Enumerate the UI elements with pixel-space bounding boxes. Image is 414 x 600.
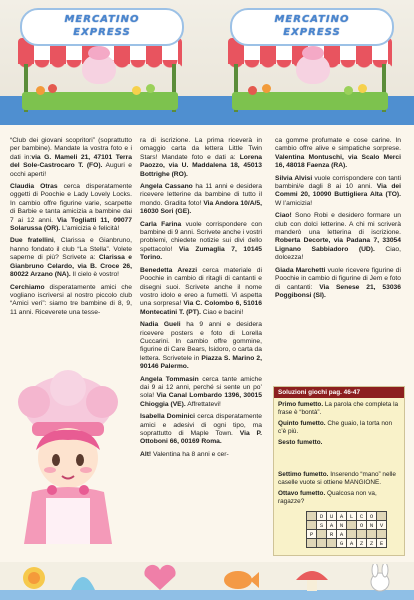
crossword-cell: A	[347, 539, 357, 548]
column-1	[10, 137, 132, 321]
crossword-cell: Z	[367, 539, 377, 548]
crossword-grid	[306, 511, 390, 551]
crossword-cell	[307, 512, 317, 521]
sign-title-line1: MERCATINO	[64, 14, 140, 25]
crossword-cell: L	[347, 512, 357, 521]
crossword-cell: A	[327, 521, 337, 530]
crossword-cell: G	[337, 539, 347, 548]
ad-paragraph: Giada Marchetti vuole ricevere figurine di Poochie in cambio di figurine di Jem e foto di cantanti: Via Senese 21, 53036 Poggibonsi (SI).	[275, 266, 401, 299]
bunny-icon	[360, 564, 400, 592]
solutions-box	[273, 386, 405, 556]
column-3	[275, 137, 401, 304]
crossword-cell: N	[367, 521, 377, 530]
crossword-cell	[377, 512, 387, 521]
crossword-cell: E	[377, 539, 387, 548]
sign-title-line1: MERCATINO	[274, 14, 350, 25]
crossword-cell: U	[327, 512, 337, 521]
market-stall-right	[222, 4, 397, 116]
stall-counter	[22, 92, 178, 110]
fruit-icon	[146, 84, 155, 93]
crossword-cell	[347, 521, 357, 530]
heart-icon	[140, 564, 180, 592]
fish-icon	[220, 564, 260, 592]
ad-paragraph: Claudia Otras cerca disperatamente oggetti di Poochie e Lady Lovely Locks. In cambio offre figurine varie, scarpette di Barbie e tanta amicizia a bambine dai 7 ai 12 anni. Via Togliatti 11, 09077 Solarussa (OR). L’amicizia è felicità!	[10, 183, 133, 233]
ad-paragraph: Silvia Alvisi vuole corrispondere con tanti bambini/e dagli 8 ai 10 anni. Via dei Commi 20, 10090 Buttigliera Alta (TO). W l’amicizia!	[275, 174, 402, 207]
crossword-cell: A	[337, 512, 347, 521]
ad-paragraph: ra di iscrizione. La prima riceverà in omaggio carta da lettera Little Twin Stars! Mandate foto e dati a: Lorena Paozzo, via U. Maddalena 18, 45013 Bottrighe (RO).	[140, 137, 263, 178]
crossword-cell: V	[377, 521, 387, 530]
mercatino-sign	[20, 8, 184, 46]
stall-counter	[232, 92, 388, 110]
ad-paragraph: Angela Cassano ha 11 anni e desidera ricevere letterine da bambine di tutto il mondo. Gradita foto! Via Andora 10/A/5, 16030 Sori (GE).	[140, 183, 263, 216]
crossword-cell	[327, 539, 337, 548]
fruit-icon	[36, 86, 45, 95]
crossword-cell: P	[307, 530, 317, 539]
crossword-cell	[307, 521, 317, 530]
ad-paragraph: “Club dei giovani scopritori” (soprattutto per bambine). Mandate la vostra foto e i dati in:via G. Mameli 21, 47101 Terra del Sole-Castrocaro T. (FO). Auguri e occhi aperti!	[10, 137, 132, 178]
ad-paragraph: Nadia Gueli ha 9 anni e desidera ricevere posters e foto di Lorella Cuccarini. In cambio offre gommine, figurine di Care Bears, Isidoro, o carta da lettera. Scrivetele in Piazza S. Marino 2, 90146 Palermo.	[140, 321, 263, 371]
crossword-cell	[377, 530, 387, 539]
ad-paragraph: Alt! Valentina ha 8 anni e cer-	[140, 450, 229, 458]
ad-paragraph: Ciao! Sono Robi e desidero formare un club con dolci letterine. A chi mi scriverà manderò una letterina di iscrizione. Roberta Decorte, via Padana 7, 33054 Lignano Sabbiadoro (UD). Ciao, dolcezza!	[275, 212, 401, 262]
sign-title-line2: EXPRESS	[73, 27, 131, 38]
fruit-icon	[344, 86, 353, 95]
sign-title-line2: EXPRESS	[283, 27, 341, 38]
ad-paragraph: Isabella Dominici cerca disperatamente amici e adesivi di ogni tipo, ma soprattutto di Maple Town. Via P. Ottoboni 66, 00169 Roma.	[140, 413, 262, 446]
crossword-cell: O	[367, 512, 377, 521]
crossword-cell	[367, 530, 377, 539]
sun-flower-icon	[14, 564, 54, 592]
crossword-cell	[357, 530, 367, 539]
solution-item: Settimo fumetto. Inserendo “mano” nelle caselle vuote si ottiene MANGIONE.	[278, 471, 396, 486]
fruit-icon	[262, 84, 271, 93]
ad-paragraph: Angela Tommasin cerca tante amiche dai 9 ai 12 anni, perché si sente un po’ sola! Via Canal Lombardo 1396, 30015 Chioggia (VE). Affrettatevi!	[140, 375, 262, 408]
ad-paragraph: Cerchiamo disperatamente amici che vogliano iscriversi al nostro piccolo club “Amici veri”: siamo tre bambine di 8, 9, 11 anni. Riceverete una tesse-	[10, 283, 132, 316]
ad-paragraph: Due fratellini, Clarissa e Gianbruno, hanno fondato il club “La Stella”. Volete saperne di più? Scrivete a: Clarissa e Gianbruno Celardo, via B. Croce 26, 80022 Arzano (NA). Il cielo è vostro!	[10, 237, 132, 279]
crossword-cell	[307, 539, 317, 548]
chef-girl-illustration	[6, 368, 132, 544]
bottom-blue-band	[0, 590, 414, 600]
crossword-cell: C	[357, 512, 367, 521]
crossword-cell	[317, 530, 327, 539]
crossword-row	[307, 530, 387, 539]
crossword-cell: A	[337, 530, 347, 539]
crossword-cell: N	[337, 521, 347, 530]
crossword-cell	[347, 530, 357, 539]
mercatino-sign	[230, 8, 394, 46]
solutions-body	[274, 398, 404, 512]
crossword-cell: D	[317, 512, 327, 521]
fruit-icon	[132, 86, 141, 95]
column-2	[140, 137, 262, 463]
crossword-row	[307, 539, 387, 548]
chef-girl-icon	[6, 368, 132, 544]
solution-item: Quinto fumetto. Che guaio, la torta non c’è più.	[278, 420, 393, 435]
ad-paragraph: ca gomme profumate e cose carine. In cambio offre alive e simpatiche sorprese. Valentina Montuschi, via Scalo Merci 16, 48018 Faenza (RA).	[275, 137, 401, 170]
market-stall-left	[12, 4, 187, 116]
ad-paragraph: Carla Farina vuole corrispondere con bambine di 9 anni. Scrivete anche i vostri problemi, chiedete notizie sui divi dello spettacolo! Via Zumaglia 7, 10145 Torino.	[140, 220, 263, 262]
mercatino-banner	[0, 0, 414, 125]
fruit-icon	[248, 86, 257, 95]
bottom-border	[0, 562, 414, 600]
solution-item: Sesto fumetto.	[278, 439, 323, 446]
solution-item: Ottavo fumetto. Qualcosa non va, ragazze?	[278, 490, 377, 505]
poochie-character-icon	[296, 54, 330, 84]
ad-paragraph: Benedetta Arezzi cerca materiale di Poochie in cambio di ritagli di cantanti e disegni suoi. Scrivete anche il nome vostro idolo e ereo a fumetti. Vi aspetta una sorpresa! Via C. Colombo 6, 51016 Montecatini T. (PT). Ciao e bacini!	[140, 266, 263, 316]
solutions-title: Soluzioni giochi pag. 46-47	[274, 387, 404, 398]
mushroom-icon	[292, 564, 332, 592]
solution-item: Primo fumetto. La parola che completa la frase è “bontà”.	[278, 401, 399, 416]
crossword-row	[307, 521, 387, 530]
crossword-cell: Z	[357, 539, 367, 548]
crossword-cell	[317, 539, 327, 548]
shell-icon	[68, 564, 98, 592]
crossword-row	[307, 512, 387, 521]
crossword-cell: S	[317, 521, 327, 530]
fruit-icon	[48, 84, 57, 93]
fruit-icon	[358, 84, 367, 93]
crossword-cell: O	[357, 521, 367, 530]
crossword-cell: R	[327, 530, 337, 539]
poochie-character-icon	[82, 54, 116, 84]
